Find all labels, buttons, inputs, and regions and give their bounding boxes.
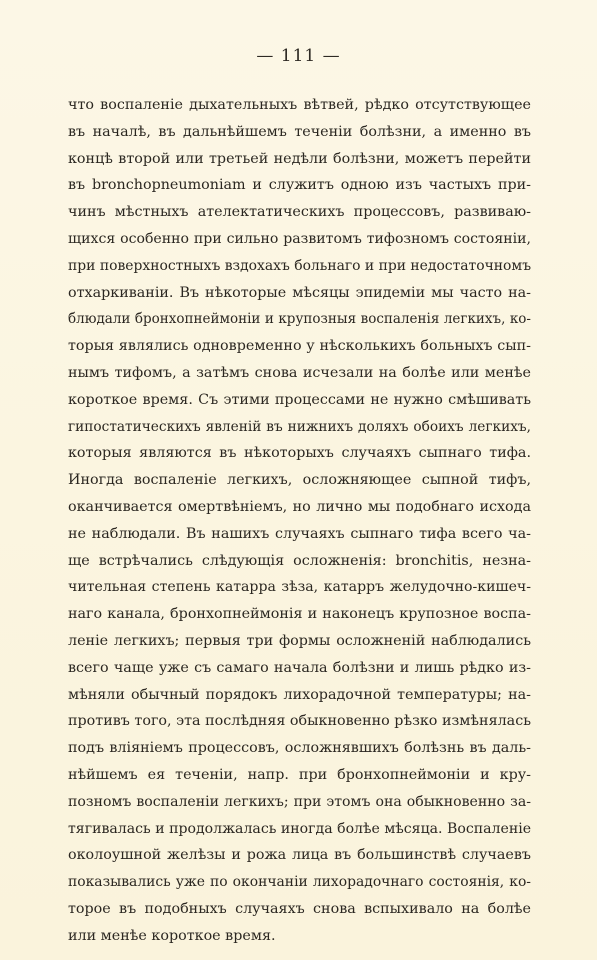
text-line: короткое время. Съ этими процессами не нужно смѣшивать (68, 391, 531, 408)
text-line: щихся особенно при сильно развитомъ тифозномъ состояніи, (68, 230, 531, 247)
text-line: отхаркиваніи. Въ нѣкоторые мѣсяцы эпидеміи мы часто на- (68, 284, 531, 301)
text-line: концѣ второй или третьей недѣли болѣзни, можетъ перейти (68, 150, 531, 167)
page-number: — 111 — (256, 46, 341, 66)
text-line: показывались уже по окончаніи лихорадочнаго состоянія, ко- (68, 874, 531, 891)
text-line: всего чаще уже съ самаго начала болѣзни и лишь рѣдко из- (68, 659, 531, 676)
text-line: оканчивается омертвѣніемъ, но лично мы подобнаго исхода (68, 498, 531, 515)
text-line: при поверхностныхъ вздохахъ больнаго и при недостаточномъ (68, 257, 531, 274)
text-line: въ bronchopneumoniam и служитъ одною изъ частыхъ при- (68, 177, 531, 194)
text-line: Иногда воспаленіе легкихъ, осложняющее сыпной тифъ, (68, 472, 531, 489)
text-line: ще встрѣчались слѣдующія осложненія: bronchitis, незна- (68, 552, 531, 569)
text-line: чинъ мѣстныхъ ателектатическихъ процессовъ, развиваю- (68, 204, 531, 221)
text-line: околоушной желѣзы и рожа лица въ большинствѣ случаевъ (68, 847, 531, 864)
text-line: торое въ подобныхъ случаяхъ снова вспыхивало на болѣе (68, 900, 531, 917)
text-line: въ началѣ, въ дальнѣйшемъ теченіи болѣзни, а именно въ (68, 123, 531, 140)
text-line: мѣняли обычный порядокъ лихорадочной температуры; на- (68, 686, 531, 703)
text-line: или менѣе короткое время. (68, 927, 276, 944)
text-line: торыя являлись одновременно у нѣсколькихъ больныхъ сып- (68, 338, 531, 355)
text-line: которыя являются въ нѣкоторыхъ случаяхъ сыпнаго тифа. (68, 445, 531, 462)
text-line: блюдали бронхопнеймоніи и крупозныя воспаленія легкихъ, ко- (68, 311, 531, 328)
text-line: гипостатическихъ явленій въ нижнихъ доляхъ обоихъ легкихъ, (68, 418, 531, 435)
text-line: нымъ тифомъ, а затѣмъ снова исчезали на болѣе или менѣе (68, 364, 531, 381)
text-line: чительная степень катарра зѣза, катарръ желудочно-кишеч- (68, 579, 531, 596)
text-line: противъ того, эта послѣдняя обыкновенно рѣзко измѣнялась (68, 713, 531, 730)
text-line: тягивалась и продолжалась иногда болѣе мѣсяца. Воспаленіе (68, 820, 531, 837)
text-line: нѣйшемъ ея теченіи, напр. при бронхопнеймоніи и кру- (68, 766, 531, 783)
text-line: позномъ воспаленіи легкихъ; при этомъ она обыкновенно за- (68, 793, 531, 810)
text-line: подъ вліяніемъ процессовъ, осложнявшихъ болѣзнь въ даль- (68, 740, 531, 757)
text-line: леніе легкихъ; первыя три формы осложненій наблюдались (68, 632, 531, 649)
text-line: наго канала, бронхопнеймонія и наконецъ крупозное воспа- (68, 606, 531, 623)
body-text (68, 92, 531, 950)
text-line: не наблюдали. Въ нашихъ случаяхъ сыпнаго тифа всего ча- (68, 525, 531, 542)
text-line: что воспаленіе дыхательныхъ вѣтвей, рѣдко отсутствующее (68, 97, 531, 113)
